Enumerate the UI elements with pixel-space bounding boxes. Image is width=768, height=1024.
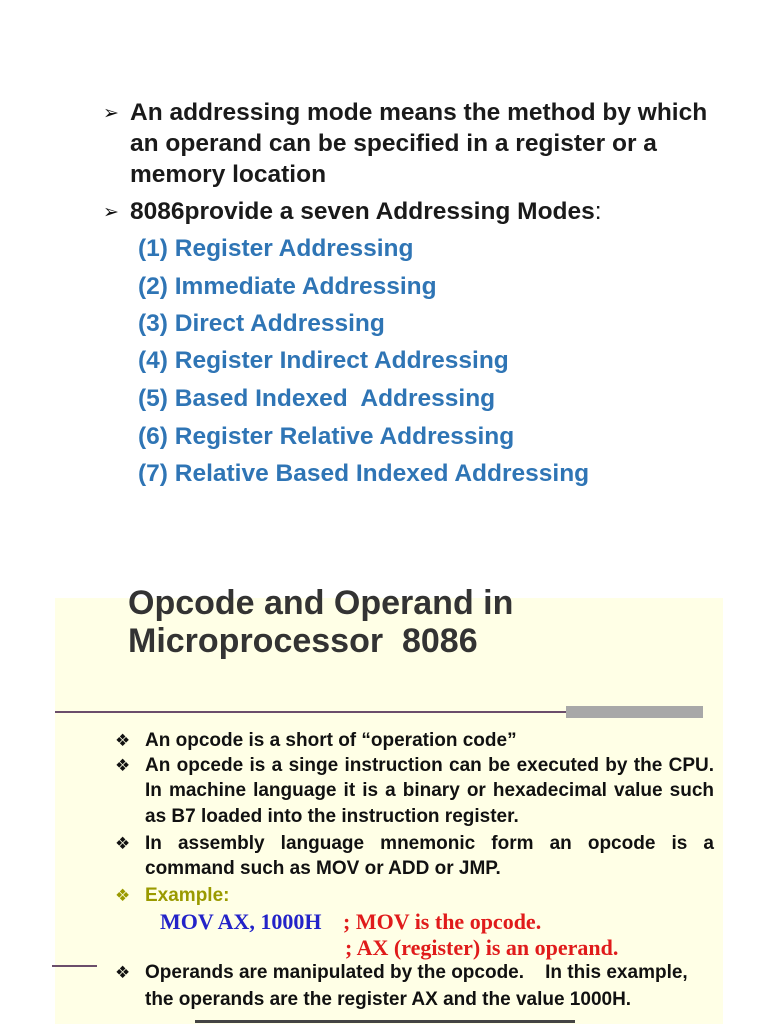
bullet-line: the operands are the register AX and the value 1000H.: [145, 989, 632, 1010]
intro-line: An addressing mode means the method by which: [130, 99, 708, 126]
diamond-bullet-icon: ❖: [115, 731, 131, 751]
example-label: Example:: [145, 885, 230, 906]
bullet-line: command such as MOV or ADD or JMP.: [145, 858, 501, 879]
mode-item: (4) Register Indirect Addressing: [138, 347, 509, 374]
slide-title-line: Opcode and Operand in: [128, 584, 514, 622]
title-divider-accent: [566, 706, 703, 718]
diamond-bullet-icon: ❖: [115, 756, 131, 776]
example-comment: ; MOV is the opcode.: [343, 909, 542, 934]
arrow-bullet-icon: ➢: [103, 201, 119, 223]
mode-item: (5) Based Indexed Addressing: [138, 385, 496, 412]
bullet-line: In machine language it is a binary or hexadecimal value such: [145, 780, 714, 801]
modes-heading-text: 8086provide a seven Addressing Modes: [130, 198, 595, 225]
margin-marker-line: [52, 965, 97, 967]
bullet-line: Operands are manipulated by the opcode. In this example,: [145, 962, 688, 983]
mode-item: (3) Direct Addressing: [138, 310, 385, 337]
bullet-line: An opcode is a short of “operation code”: [145, 730, 517, 751]
mode-item: (2) Immediate Addressing: [138, 273, 437, 300]
intro-line: memory location: [130, 161, 327, 188]
modes-heading: [130, 197, 602, 227]
diamond-bullet-icon: ❖: [115, 886, 131, 906]
bullet-line: In assembly language mnemonic form an opcode is a: [145, 833, 714, 854]
mode-item: (7) Relative Based Indexed Addressing: [138, 460, 590, 487]
diamond-bullet-icon: ❖: [115, 834, 131, 854]
mode-item: (6) Register Relative Addressing: [138, 423, 515, 450]
example-code: MOV AX, 1000H: [160, 909, 322, 934]
example-comment: ; AX (register) is an operand.: [345, 935, 619, 960]
bullet-line: An opcede is a singe instruction can be executed by the CPU.: [145, 755, 714, 776]
arrow-bullet-icon: ➢: [103, 102, 119, 124]
bottom-divider: [195, 1020, 575, 1023]
intro-line: an operand can be specified in a register or a: [130, 130, 657, 157]
modes-heading-colon: :: [594, 198, 602, 225]
mode-item: (1) Register Addressing: [138, 235, 414, 262]
slide-title-line: Microprocessor 8086: [128, 622, 478, 660]
diamond-bullet-icon: ❖: [115, 963, 131, 983]
bullet-line: as B7 loaded into the instruction register.: [145, 806, 519, 827]
